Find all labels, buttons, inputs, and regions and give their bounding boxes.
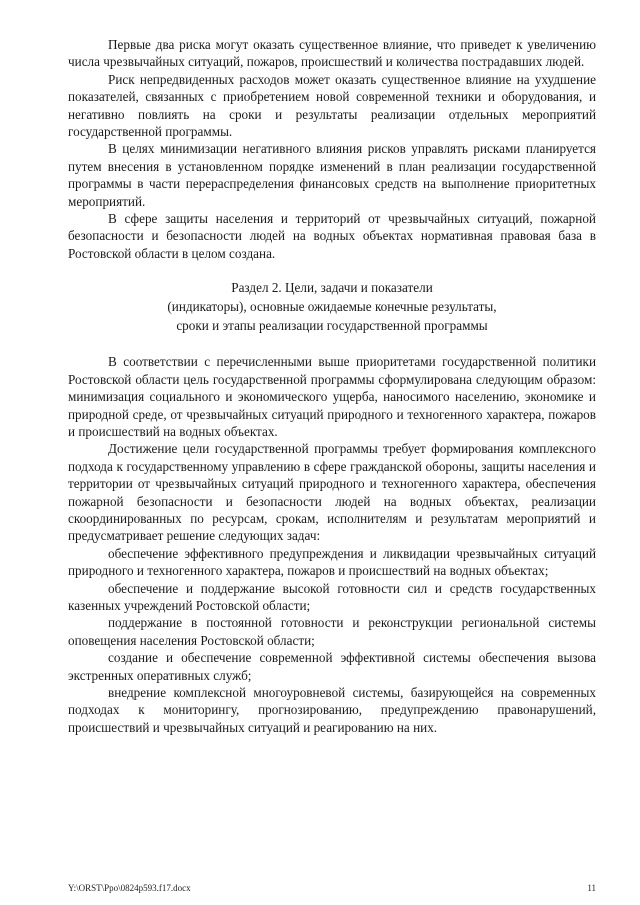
task-item: обеспечение эффективного предупреждения и ликвидации чрезвычайных ситуаций природного и техногенного характера, пожаров и происшествий на водных объектах; (68, 545, 596, 579)
paragraph-goal-achievement: Достижение цели государственной программы требует формирования комплексного подхода к государственному управлению в сфере гражданской обороны, защиты населения и территории от чрезвычайных ситуаций природного и техногенного характера, обеспечения пожарной безопасности и безопасности людей на водных объектах, реализации скоординированных по ресурсам, срокам, исполнителям и результатам мероприятий и предусматривает решение следующих задач: (68, 441, 596, 544)
paragraph-risk-minimization: В целях минимизации негативного влияния рисков управлять рисками планируется путем внесения в установленном порядке изменений в план реализации государственной программы в части перераспределения финансовых средств на выполнение приоритетных мероприятий. (68, 141, 596, 209)
document-page (68, 36, 596, 736)
page-number: 11 (587, 883, 596, 893)
task-item: внедрение комплексной многоуровневой системы, базирующейся на современных подходах к мониторингу, прогнозированию, предупреждению правонарушений, происшествий и чрезвычайных ситуаций и реагированию на них. (68, 685, 596, 735)
section-heading-line: сроки и этапы реализации государственной программы (176, 318, 488, 334)
paragraph-risks-impact: Первые два риска могут оказать существенное влияние, что приведет к увеличению числа чрезвычайных ситуаций, пожаров, происшествий и количества пострадавших людей. (68, 37, 596, 70)
task-item: создание и обеспечение современной эффективной системы обеспечения вызова экстренных оперативных служб; (68, 650, 596, 683)
section-heading-line: (индикаторы), основные ожидаемые конечные результаты, (167, 299, 497, 315)
section-heading-line: Раздел 2. Цели, задачи и показатели (231, 280, 433, 296)
section-heading (68, 278, 596, 335)
footer-file-path: Y:\ORST\Ppo\0824p593.f17.docx (68, 883, 191, 893)
task-item: поддержание в постоянной готовности и реконструкции региональной системы оповещения населения Ростовской области; (68, 615, 596, 648)
paragraph-program-goal: В соответствии с перечисленными выше приоритетами государственной политики Ростовской области цель государственной программы сформулирована следующим образом: минимизация социального и экономического ущерба, наносимого населению, экономике и природной среде, от чрезвычайных ситуаций природного и техногенного характера, пожаров и происшествий на водных объектах. (68, 354, 596, 439)
task-item: обеспечение и поддержание высокой готовности сил и средств государственных казенных учреждений Ростовской области; (68, 580, 596, 613)
paragraph-unexpected-costs: Риск непредвиденных расходов может оказать существенное влияние на ухудшение показателей, связанных с приобретением новой современной техники и оборудования, и негативно повлиять на сроки и результаты реализации отдельных мероприятий государственной программы. (68, 71, 596, 140)
paragraph-legal-base: В сфере защиты населения и территорий от чрезвычайных ситуаций, пожарной безопасности и безопасности людей на водных объектах нормативная правовая база в Ростовской области в целом создана. (68, 211, 596, 261)
